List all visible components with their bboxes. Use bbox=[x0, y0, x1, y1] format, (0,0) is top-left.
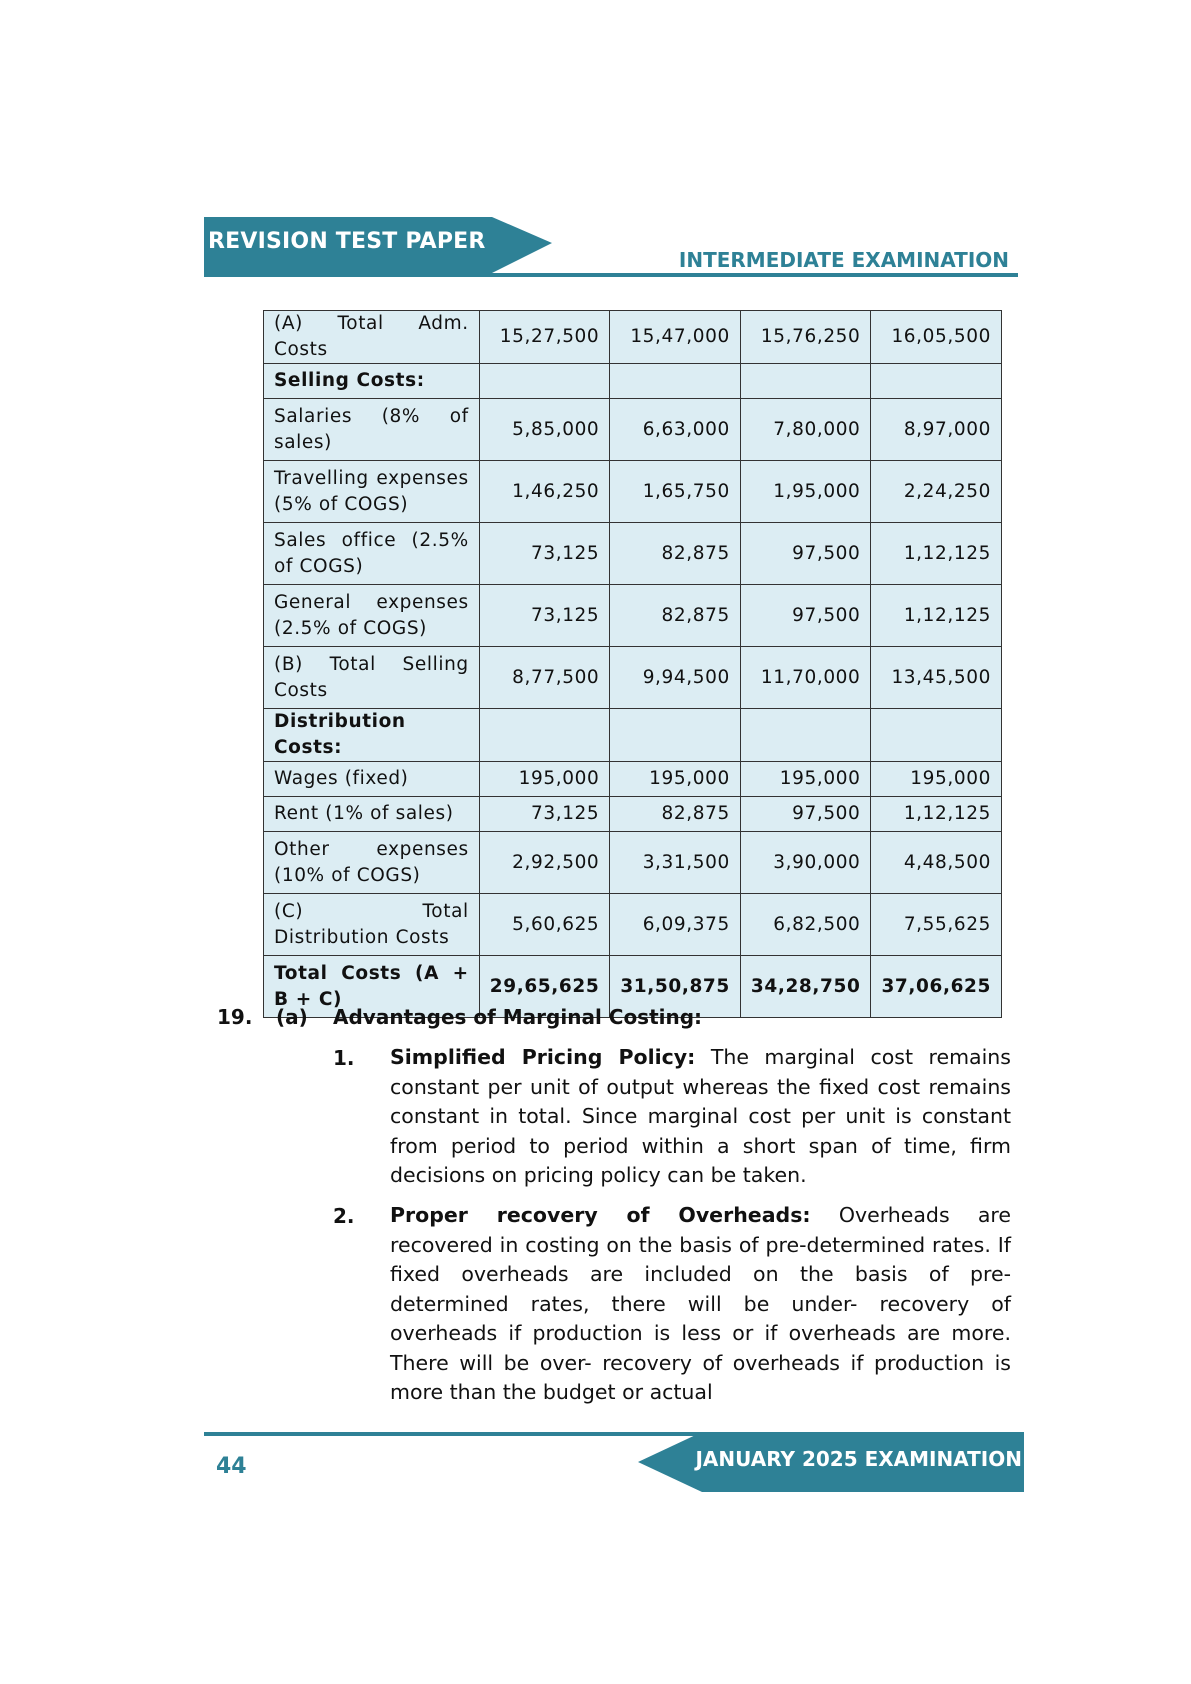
question-heading: Advantages of Marginal Costing: bbox=[333, 1005, 703, 1029]
cell-value: 4,48,500 bbox=[871, 832, 1002, 894]
question-part: (a) bbox=[276, 1005, 308, 1029]
point-text: Overheads are recovered in costing on the basis of pre-determined rates. If fixed overheads are included on the basis of pre-determined rates, there will be under- recovery of overheads if production is less or if overheads are more. There will be over- recovery of overheads if production is more than the budget or actual bbox=[390, 1203, 1011, 1404]
cell-value: 8,77,500 bbox=[479, 647, 610, 709]
row-label: (B) Total Selling Costs bbox=[264, 647, 480, 709]
table-row bbox=[264, 762, 1002, 797]
cell-value: 73,125 bbox=[479, 523, 610, 585]
cost-table bbox=[263, 310, 1002, 1018]
cell-value: 195,000 bbox=[479, 762, 610, 797]
footer-exam-title: JANUARY 2025 EXAMINATION bbox=[695, 1447, 1022, 1471]
cell-value: 7,55,625 bbox=[871, 894, 1002, 956]
table-section-row bbox=[264, 709, 1002, 762]
cell-value: 1,12,125 bbox=[871, 585, 1002, 647]
row-label: Rent (1% of sales) bbox=[264, 797, 480, 832]
question-number: 19. bbox=[217, 1005, 253, 1029]
header-banner-title: REVISION TEST PAPER bbox=[208, 229, 486, 254]
cell-value: 15,47,000 bbox=[610, 311, 741, 364]
cell-value: 82,875 bbox=[610, 797, 741, 832]
cell-value: 73,125 bbox=[479, 797, 610, 832]
cell-value: 195,000 bbox=[871, 762, 1002, 797]
header-rule bbox=[204, 273, 1018, 277]
table-row bbox=[264, 797, 1002, 832]
row-label: Wages (fixed) bbox=[264, 762, 480, 797]
table-row bbox=[264, 647, 1002, 709]
cell-value: 16,05,500 bbox=[871, 311, 1002, 364]
table-row bbox=[264, 461, 1002, 523]
row-label: General expenses (2.5% of COGS) bbox=[264, 585, 480, 647]
row-label: Travelling expenses (5% of COGS) bbox=[264, 461, 480, 523]
table-row bbox=[264, 311, 1002, 364]
cell-value: 6,63,000 bbox=[610, 399, 741, 461]
point-number: 2. bbox=[333, 1204, 355, 1228]
total-value: 34,28,750 bbox=[740, 956, 871, 1018]
cell-value: 9,94,500 bbox=[610, 647, 741, 709]
cell-value: 15,27,500 bbox=[479, 311, 610, 364]
cell-value bbox=[871, 709, 1002, 762]
row-label: (C) Total Distribution Costs bbox=[264, 894, 480, 956]
row-label: Other expenses (10% of COGS) bbox=[264, 832, 480, 894]
cell-value: 1,12,125 bbox=[871, 523, 1002, 585]
section-label: Distribution Costs: bbox=[264, 709, 480, 762]
point-paragraph bbox=[390, 1201, 1011, 1408]
row-label: Salaries (8% of sales) bbox=[264, 399, 480, 461]
cell-value: 195,000 bbox=[610, 762, 741, 797]
cell-value: 8,97,000 bbox=[871, 399, 1002, 461]
cell-value: 3,31,500 bbox=[610, 832, 741, 894]
header-exam-title: INTERMEDIATE EXAMINATION bbox=[678, 248, 1009, 272]
cell-value bbox=[740, 364, 871, 399]
table-section-row bbox=[264, 364, 1002, 399]
table-row bbox=[264, 523, 1002, 585]
table-row bbox=[264, 585, 1002, 647]
cell-value: 11,70,000 bbox=[740, 647, 871, 709]
cell-value: 5,85,000 bbox=[479, 399, 610, 461]
cell-value: 195,000 bbox=[740, 762, 871, 797]
point-number: 1. bbox=[333, 1046, 355, 1070]
cell-value: 5,60,625 bbox=[479, 894, 610, 956]
table-row bbox=[264, 399, 1002, 461]
row-label: (A) Total Adm. Costs bbox=[264, 311, 480, 364]
cell-value bbox=[871, 364, 1002, 399]
cell-value: 97,500 bbox=[740, 523, 871, 585]
page-number: 44 bbox=[216, 1454, 247, 1479]
total-value: 37,06,625 bbox=[871, 956, 1002, 1018]
cell-value: 13,45,500 bbox=[871, 647, 1002, 709]
total-value: 29,65,625 bbox=[479, 956, 610, 1018]
cell-value: 82,875 bbox=[610, 585, 741, 647]
cell-value: 3,90,000 bbox=[740, 832, 871, 894]
cell-value: 1,12,125 bbox=[871, 797, 1002, 832]
section-label: Selling Costs: bbox=[264, 364, 480, 399]
cell-value: 97,500 bbox=[740, 797, 871, 832]
point-paragraph bbox=[390, 1043, 1011, 1191]
cell-value bbox=[740, 709, 871, 762]
cell-value: 2,24,250 bbox=[871, 461, 1002, 523]
cell-value: 15,76,250 bbox=[740, 311, 871, 364]
row-label: Sales office (2.5% of COGS) bbox=[264, 523, 480, 585]
total-value: 31,50,875 bbox=[610, 956, 741, 1018]
cell-value bbox=[479, 709, 610, 762]
cell-value: 1,95,000 bbox=[740, 461, 871, 523]
cell-value: 97,500 bbox=[740, 585, 871, 647]
table-row bbox=[264, 832, 1002, 894]
cell-value: 2,92,500 bbox=[479, 832, 610, 894]
table-row bbox=[264, 894, 1002, 956]
point-title: Simplified Pricing Policy: bbox=[390, 1045, 696, 1069]
cell-value: 73,125 bbox=[479, 585, 610, 647]
cell-value: 7,80,000 bbox=[740, 399, 871, 461]
cell-value bbox=[479, 364, 610, 399]
point-text: The marginal cost remains constant per unit of output whereas the fixed cost remains constant in total. Since marginal cost per unit is constant from period to period within a short span of time, firm decisions on pricing policy can be taken. bbox=[390, 1045, 1011, 1187]
cell-value bbox=[610, 364, 741, 399]
cell-value: 1,65,750 bbox=[610, 461, 741, 523]
cell-value: 6,09,375 bbox=[610, 894, 741, 956]
cell-value: 1,46,250 bbox=[479, 461, 610, 523]
cell-value bbox=[610, 709, 741, 762]
total-label: Total Costs (A + B + C) bbox=[264, 956, 480, 1018]
cell-value: 6,82,500 bbox=[740, 894, 871, 956]
point-title: Proper recovery of Overheads: bbox=[390, 1203, 811, 1227]
cell-value: 82,875 bbox=[610, 523, 741, 585]
